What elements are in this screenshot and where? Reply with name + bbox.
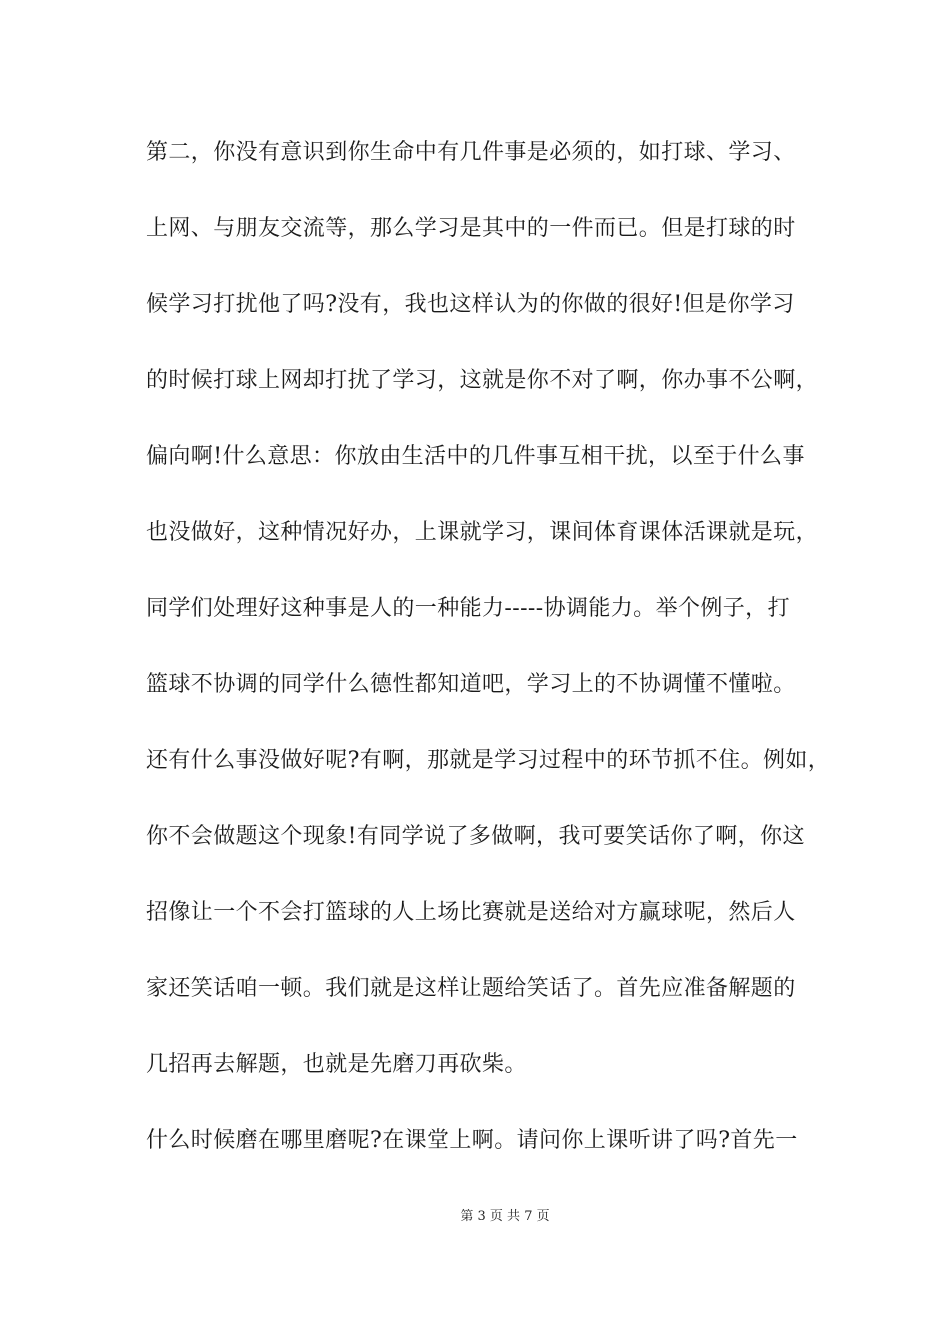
text-line-7: 同学们处理好这种事是人的一种能力-----协调能力。举个例子，打 [146,596,790,621]
text-line-4: 的时候打球上网却打扰了学习，这就是你不对了啊，你办事不公啊， [146,368,819,393]
text-line-2: 上网、与朋友交流等，那么学习是其中的一件而已。但是打球的时 [146,216,796,241]
text-line-12: 家还笑话咱一顿。我们就是这样让题给笑话了。首先应准备解题的 [146,976,796,1001]
page-footer: 第 3 页 共 7 页 [460,1209,550,1224]
text-line-5: 偏向啊!什么意思：你放由生活中的几件事互相干扰，以至于什么事 [146,444,805,469]
text-line-10: 你不会做题这个现象!有同学说了多做啊，我可要笑话你了啊，你这 [146,824,805,849]
text-line-3: 候学习打扰他了吗?没有，我也这样认为的你做的很好!但是你学习 [146,292,795,317]
text-line-6: 也没做好，这种情况好办，上课就学习，课间体育课体活课就是玩， [146,520,819,545]
text-line-8: 篮球不协调的同学什么德性都知道吧，学习上的不协调懂不懂啦。 [146,672,796,697]
text-line-9: 还有什么事没做好呢?有啊，那就是学习过程中的环节抓不住。例如， [146,748,831,773]
text-line-13: 几招再去解题，也就是先磨刀再砍柴。 [146,1052,527,1077]
text-line-11: 招像让一个不会打篮球的人上场比赛就是送给对方赢球呢，然后人 [146,900,796,925]
text-line-14: 什么时候磨在哪里磨呢?在课堂上啊。请问你上课听讲了吗?首先一 [146,1128,798,1153]
text-line-1: 第二，你没有意识到你生命中有几件事是必须的，如打球、学习、 [146,140,796,165]
